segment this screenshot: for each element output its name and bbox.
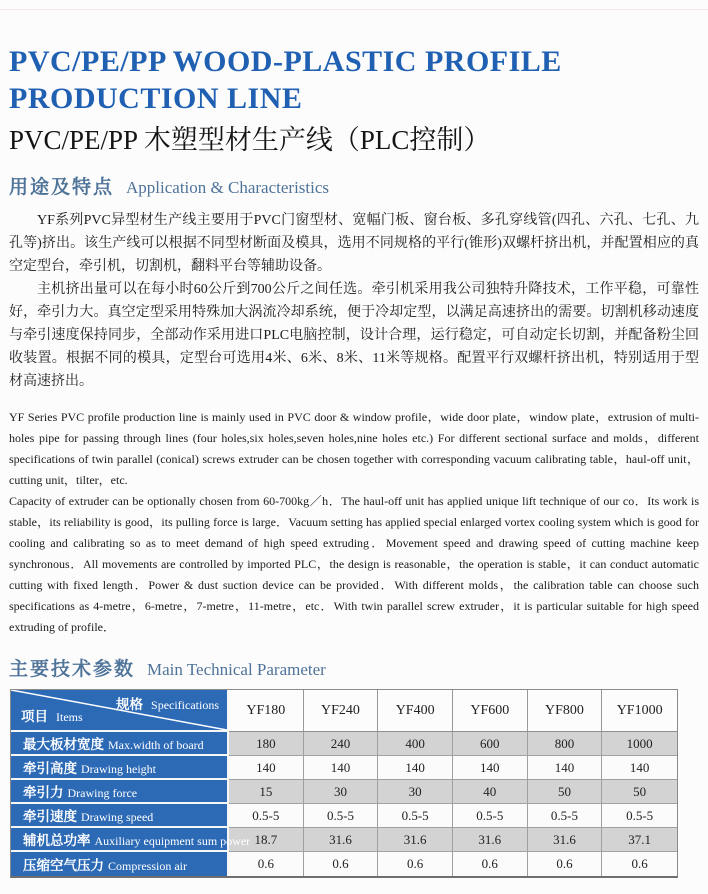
page-title-line-2: PRODUCTION LINE bbox=[9, 82, 303, 115]
row-label-cell bbox=[11, 732, 229, 756]
row-label-cn: 牵引高度 bbox=[23, 760, 77, 776]
value-cell: 31.6 bbox=[378, 828, 453, 852]
value-cell: 50 bbox=[602, 780, 677, 804]
row-label-en: Drawing speed bbox=[81, 809, 154, 824]
table-row bbox=[11, 732, 677, 756]
parameters-section-heading bbox=[9, 654, 699, 681]
corner-items-label bbox=[21, 705, 83, 726]
value-cell: 0.5-5 bbox=[304, 804, 379, 828]
column-header: YF600 bbox=[453, 690, 528, 732]
value-cell: 0.6 bbox=[229, 852, 304, 876]
value-cell: 140 bbox=[602, 756, 677, 780]
application-text-cn bbox=[0, 209, 708, 393]
value-cell: 18.7 bbox=[229, 828, 304, 852]
row-label-en: Max.width of board bbox=[108, 737, 204, 752]
column-header: YF240 bbox=[304, 690, 379, 732]
page-title bbox=[9, 43, 699, 117]
value-cell: 140 bbox=[528, 756, 603, 780]
parameters-heading-cn: 主要技术参数 bbox=[9, 659, 136, 680]
column-header: YF800 bbox=[528, 690, 603, 732]
value-cell: 30 bbox=[378, 780, 453, 804]
row-label-en: Compression air bbox=[108, 858, 187, 873]
value-cell: 0.6 bbox=[453, 852, 528, 876]
application-paragraph-cn-1: YF系列PVC异型材生产线主要用于PVC门窗型材、宽幅门板、窗台板、多孔穿线管(四孔、六孔、七孔、九孔等)挤出。该生产线可以根据不同型材断面及模具，选用不同规格的平行(锥形)双螺杆挤出机，并配置相应的真空定型台，牵引机，切割机，翻料平台等辅助设备。 bbox=[9, 213, 699, 274]
column-header: YF180 bbox=[229, 690, 304, 732]
value-cell: 0.6 bbox=[378, 852, 453, 876]
corner-spec-en: Specifications bbox=[151, 698, 219, 712]
row-label-cn: 最大板材宽度 bbox=[23, 736, 104, 752]
corner-spec-cn: 规格 bbox=[116, 697, 144, 712]
value-cell: 180 bbox=[229, 732, 304, 756]
table-row bbox=[11, 780, 677, 804]
value-cell: 0.6 bbox=[304, 852, 379, 876]
value-cell: 0.5-5 bbox=[378, 804, 453, 828]
parameter-table bbox=[10, 689, 678, 878]
value-cell: 50 bbox=[528, 780, 603, 804]
corner-item-en: Items bbox=[56, 710, 83, 724]
corner-specifications-label bbox=[116, 693, 219, 714]
row-label-cell bbox=[11, 852, 229, 876]
value-cell: 1000 bbox=[602, 732, 677, 756]
row-label-en: Drawing force bbox=[67, 785, 138, 800]
value-cell: 140 bbox=[378, 756, 453, 780]
value-cell: 0.5-5 bbox=[602, 804, 677, 828]
row-label-cell bbox=[11, 756, 229, 780]
value-cell: 0.6 bbox=[528, 852, 603, 876]
application-paragraph-en-1: YF Series PVC profile production line is mainly used in PVC door & window profile，wide door plate，window plate，extrusion of multi-holes pipe for passing through lines (four holes,six holes,seven holes,nine holes etc.) For different sectional surface and molds，different specifications of twin parallel (conical) screws extruder can be chosen together with corresponding vacuum calibrating table，haul-off unit，cutting unit，tilter，etc. bbox=[9, 410, 699, 487]
top-divider bbox=[0, 9, 708, 10]
column-header: YF1000 bbox=[602, 690, 677, 732]
value-cell: 800 bbox=[528, 732, 603, 756]
corner-item-cn: 项目 bbox=[21, 709, 48, 724]
row-label-cell bbox=[11, 804, 229, 828]
page-title-line-1: PVC/PE/PP WOOD-PLASTIC PROFILE bbox=[9, 45, 562, 78]
parameters-heading-en: Main Technical Parameter bbox=[147, 660, 326, 679]
column-header: YF400 bbox=[378, 690, 453, 732]
table-row bbox=[11, 852, 677, 876]
row-label-en: Auxiliary equipment sum power bbox=[94, 833, 251, 848]
row-label-cell bbox=[11, 780, 229, 804]
row-label-en: Drawing height bbox=[81, 761, 156, 776]
application-text-en bbox=[0, 407, 708, 638]
value-cell: 400 bbox=[378, 732, 453, 756]
value-cell: 0.6 bbox=[602, 852, 677, 876]
value-cell: 40 bbox=[453, 780, 528, 804]
row-label-cn: 牵引速度 bbox=[23, 808, 77, 824]
row-label-cn: 压缩空气压力 bbox=[23, 857, 104, 873]
value-cell: 30 bbox=[304, 780, 379, 804]
row-label-cn: 辅机总功率 bbox=[23, 832, 91, 848]
value-cell: 140 bbox=[453, 756, 528, 780]
value-cell: 31.6 bbox=[453, 828, 528, 852]
table-row bbox=[11, 756, 677, 780]
value-cell: 140 bbox=[304, 756, 379, 780]
table-header-row bbox=[11, 690, 677, 732]
application-paragraph-cn-2: 主机挤出量可以在每小时60公斤到700公斤之间任选。牵引机采用我公司独特升降技术，工作平稳，可靠性好，牵引力大。真空定型采用特殊加大涡流冷却系统，便于冷却定型，以满足高速挤出的需要。切割机移动速度与牵引速度保持同步，全部动作采用进口PLC电脑控制，设计合理，运行稳定，可自动定长切割，并配备粉尘回收装置。根据不同的模具，定型台可选用4米、6米、8米、11米等规格。配置平行双螺杆挤出机，特别适用于型材高速挤出。 bbox=[9, 282, 699, 389]
application-heading-en: Application & Characteristics bbox=[126, 178, 330, 197]
value-cell: 0.5-5 bbox=[229, 804, 304, 828]
table-row bbox=[11, 804, 677, 828]
table-row bbox=[11, 828, 677, 852]
value-cell: 600 bbox=[453, 732, 528, 756]
application-paragraph-en-2: Capacity of extruder can be optionally chosen from 60-700kg／h．The haul-off unit has applied unique lift technique of our co．Its work is stable，its reliability is good，its pulling force is large．Vacuum setting has applied special enlarged vortex cooling system which is good for cooling and calibrating so as to meet demand of high speed extruding．Movement speed and drawing speed of cutting machine keep synchronous．All movements are controlled by imported PLC，the design is reasonable，the operation is stable，it can conduct automatic cutting with fixed length．Power & dust suction device can be provided．With different molds，the calibration table can choose such specifications as 4-metre，6-metre，7-metre，11-metre，etc．With twin parallel screw extruder，it is particular suitable for high speed extruding of profile． bbox=[9, 494, 699, 634]
row-label-cn: 牵引力 bbox=[23, 784, 64, 800]
application-section-heading bbox=[9, 172, 699, 199]
value-cell: 0.5-5 bbox=[453, 804, 528, 828]
table-corner-cell bbox=[11, 690, 229, 732]
value-cell: 15 bbox=[229, 780, 304, 804]
application-heading-cn: 用途及特点 bbox=[9, 177, 115, 198]
value-cell: 0.5-5 bbox=[528, 804, 603, 828]
value-cell: 31.6 bbox=[304, 828, 379, 852]
value-cell: 240 bbox=[304, 732, 379, 756]
page-subtitle-cn: PVC/PE/PP 木塑型材生产线（PLC控制） bbox=[9, 125, 491, 155]
value-cell: 37.1 bbox=[602, 828, 677, 852]
parameter-table-body bbox=[11, 732, 677, 876]
row-label-cell bbox=[11, 828, 251, 852]
value-cell: 31.6 bbox=[528, 828, 603, 852]
value-cell: 140 bbox=[229, 756, 304, 780]
